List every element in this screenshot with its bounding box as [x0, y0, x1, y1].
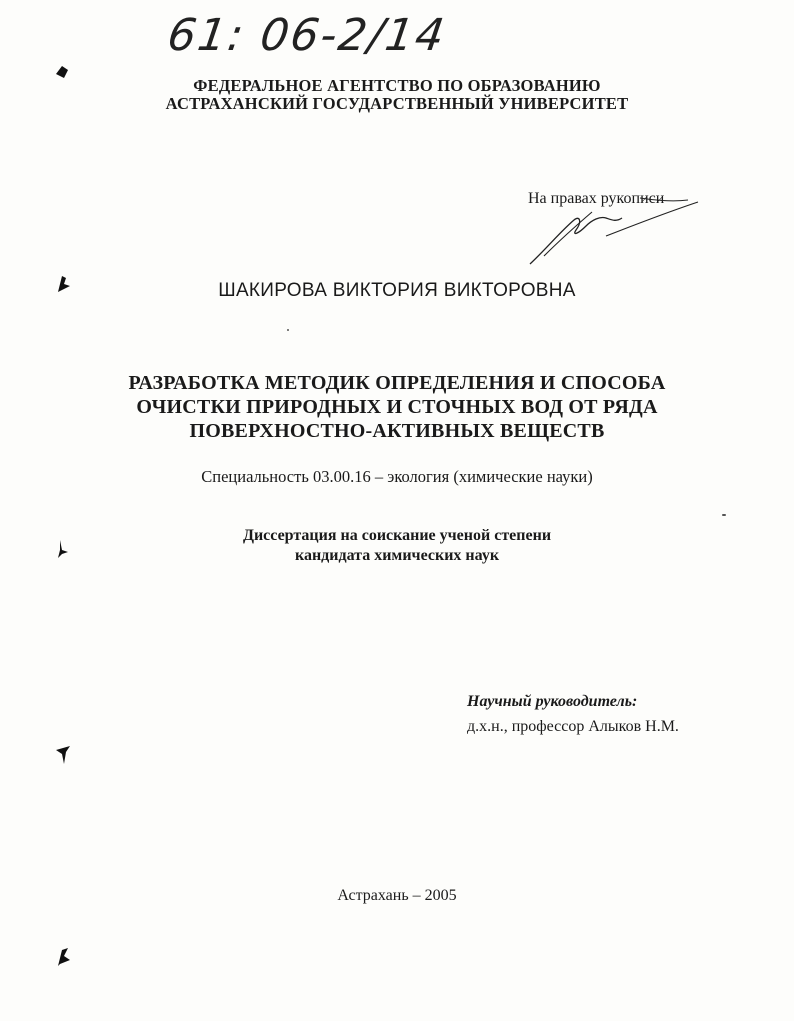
dissertation-title-line-2: ОЧИСТКИ ПРИРОДНЫХ И СТОЧНЫХ ВОД ОТ РЯДА	[136, 396, 658, 418]
signature	[522, 196, 702, 268]
archive-code: 61: 06-2/14	[164, 10, 450, 61]
agency-name: ФЕДЕРАЛЬНОЕ АГЕНТСТВО ПО ОБРАЗОВАНИЮ	[193, 76, 601, 95]
supervisor-label: Научный руководитель:	[467, 693, 638, 710]
scan-speck	[722, 514, 726, 516]
margin-mark-1	[52, 60, 74, 86]
author-name: ШАКИРОВА ВИКТОРИЯ ВИКТОРОВНА	[218, 280, 576, 301]
dissertation-title-line-1: РАЗРАБОТКА МЕТОДИК ОПРЕДЕЛЕНИЯ И СПОСОБА	[128, 372, 666, 394]
dissertation-title-line-3: ПОВЕРХНОСТНО-АКТИВНЫХ ВЕЩЕСТВ	[189, 420, 605, 442]
university-name: АСТРАХАНСКИЙ ГОСУДАРСТВЕННЫЙ УНИВЕРСИТЕТ	[165, 94, 629, 113]
scan-speck	[287, 329, 289, 331]
manuscript-rights: На правах рукописи	[528, 190, 665, 207]
place-year: Астрахань – 2005	[337, 887, 457, 904]
specialty: Специальность 03.00.16 – экология (химические науки)	[201, 467, 593, 486]
degree-line-1: Диссертация на соискание ученой степени	[242, 527, 552, 544]
supervisor-name: д.х.н., профессор Алыков Н.М.	[467, 718, 679, 735]
margin-mark-4	[52, 742, 74, 768]
margin-mark-3	[52, 536, 74, 562]
degree-line-2: кандидата химических наук	[294, 547, 500, 564]
margin-mark-2	[52, 272, 74, 298]
margin-mark-5	[52, 944, 74, 970]
